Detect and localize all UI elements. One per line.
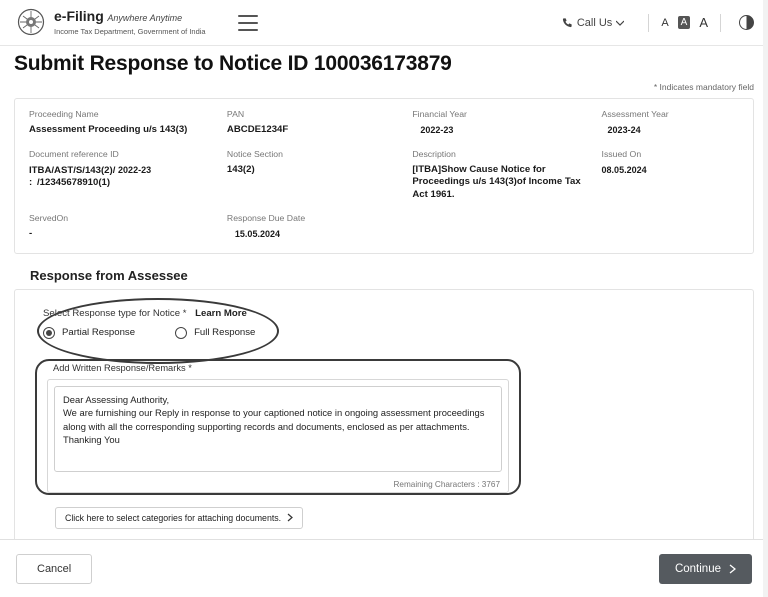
- financial-year-value: 2022-23: [420, 125, 454, 135]
- written-response-label: Add Written Response/Remarks *: [53, 362, 192, 373]
- chevron-right-icon: [287, 513, 293, 522]
- document-reference-colon: :: [29, 177, 33, 188]
- select-categories-button[interactable]: [55, 507, 303, 529]
- header-divider: [648, 14, 649, 32]
- chevron-right-icon: [729, 564, 736, 574]
- font-size-medium-button[interactable]: A: [678, 16, 691, 29]
- field-pan: [227, 109, 404, 137]
- financial-year-label: Financial Year: [412, 109, 467, 119]
- issued-on-value: 08.05.2024: [601, 164, 647, 175]
- notice-section-value: 143(2): [226, 163, 255, 175]
- response-type-required: *: [182, 307, 187, 319]
- proceeding-name-value: Assessment Proceeding u/s 143(3): [29, 124, 188, 135]
- field-served-on: [29, 213, 219, 241]
- call-us-button[interactable]: [562, 17, 636, 29]
- continue-button[interactable]: [659, 554, 752, 584]
- field-response-due-date: [227, 213, 404, 241]
- continue-label: Continue: [674, 562, 721, 575]
- field-issued-on: [602, 149, 739, 202]
- field-spacer-1: [412, 213, 593, 241]
- learn-more-link[interactable]: Learn More: [195, 307, 247, 319]
- field-financial-year: [412, 109, 593, 137]
- field-proceeding-name: [29, 109, 219, 137]
- response-type-label: Select Response type for Notice: [43, 307, 181, 319]
- hamburger-icon[interactable]: [238, 15, 258, 31]
- assessment-year-label: Assessment Year: [601, 109, 669, 119]
- pan-label: PAN: [226, 109, 245, 119]
- document-reference-year: 2022-23: [118, 164, 152, 175]
- field-assessment-year: [602, 109, 739, 137]
- radio-full-response[interactable]: [175, 327, 255, 339]
- cancel-button[interactable]: Cancel: [16, 554, 92, 584]
- response-due-date-value: 15.05.2024: [234, 229, 280, 239]
- radio-partial-indicator[interactable]: [43, 327, 55, 339]
- page-scrollbar[interactable]: [763, 0, 768, 597]
- radio-partial-response[interactable]: [43, 327, 135, 339]
- brand-name: e-Filing: [54, 7, 104, 24]
- notice-section-label: Notice Section: [226, 148, 283, 159]
- brand-department: Income Tax Department, Government of India: [54, 26, 206, 36]
- field-description: [412, 149, 593, 202]
- radio-full-indicator[interactable]: [175, 327, 187, 339]
- call-us-label: Call Us: [576, 16, 613, 29]
- field-document-reference: [29, 149, 219, 202]
- response-section-title: Response from Assessee: [30, 267, 188, 283]
- header-right-tools: [562, 14, 754, 32]
- document-reference-value-line2: /12345678910(1): [37, 177, 111, 188]
- brand-block: [54, 9, 216, 37]
- description-value: [ITBA]Show Cause Notice for Proceedings u/s 143(3)of Income Tax Act 1961.: [412, 163, 581, 200]
- remaining-characters-label: Remaining Characters : 3767: [393, 479, 500, 489]
- response-due-date-label: Response Due Date: [226, 213, 306, 223]
- pan-value: ABCDE1234F: [226, 124, 289, 135]
- document-reference-value-line1: ITBA/AST/S/143(2)/: [29, 164, 116, 176]
- government-emblem-icon: [14, 8, 48, 38]
- radio-full-label: Full Response: [194, 327, 256, 338]
- notice-details-card: [14, 98, 754, 254]
- response-card: [14, 289, 754, 548]
- served-on-value: -: [29, 228, 33, 239]
- font-size-large-button[interactable]: A: [699, 15, 708, 30]
- radio-partial-label: Partial Response: [62, 327, 136, 338]
- chevron-down-icon: [616, 20, 624, 26]
- response-type-group: [33, 304, 735, 341]
- contrast-icon[interactable]: [739, 15, 754, 30]
- phone-icon: [562, 17, 573, 28]
- written-response-wrapper: [47, 379, 509, 493]
- field-notice-section: [227, 149, 404, 202]
- page-title: Submit Response to Notice ID 100036173879: [14, 52, 452, 75]
- description-label: Description: [412, 148, 456, 159]
- app-header: [0, 0, 768, 46]
- assessment-year-value: 2023-24: [607, 125, 641, 135]
- header-divider-2: [720, 14, 721, 32]
- written-response-textarea[interactable]: [54, 386, 502, 472]
- proceeding-name-label: Proceeding Name: [29, 109, 99, 119]
- footer-bar: [0, 539, 768, 597]
- document-reference-label: Document reference ID: [29, 148, 119, 159]
- mandatory-field-note: * Indicates mandatory field: [653, 82, 754, 92]
- brand-tagline: Anywhere Anytime: [107, 12, 183, 23]
- select-categories-label: Click here to select categories for attaching documents.: [65, 512, 282, 523]
- font-size-small-button[interactable]: A: [661, 16, 669, 29]
- served-on-label: ServedOn: [29, 213, 69, 223]
- written-response-block: [47, 363, 509, 493]
- field-spacer-2: [602, 213, 739, 241]
- font-size-controls: [661, 15, 708, 30]
- issued-on-label: Issued On: [601, 148, 642, 159]
